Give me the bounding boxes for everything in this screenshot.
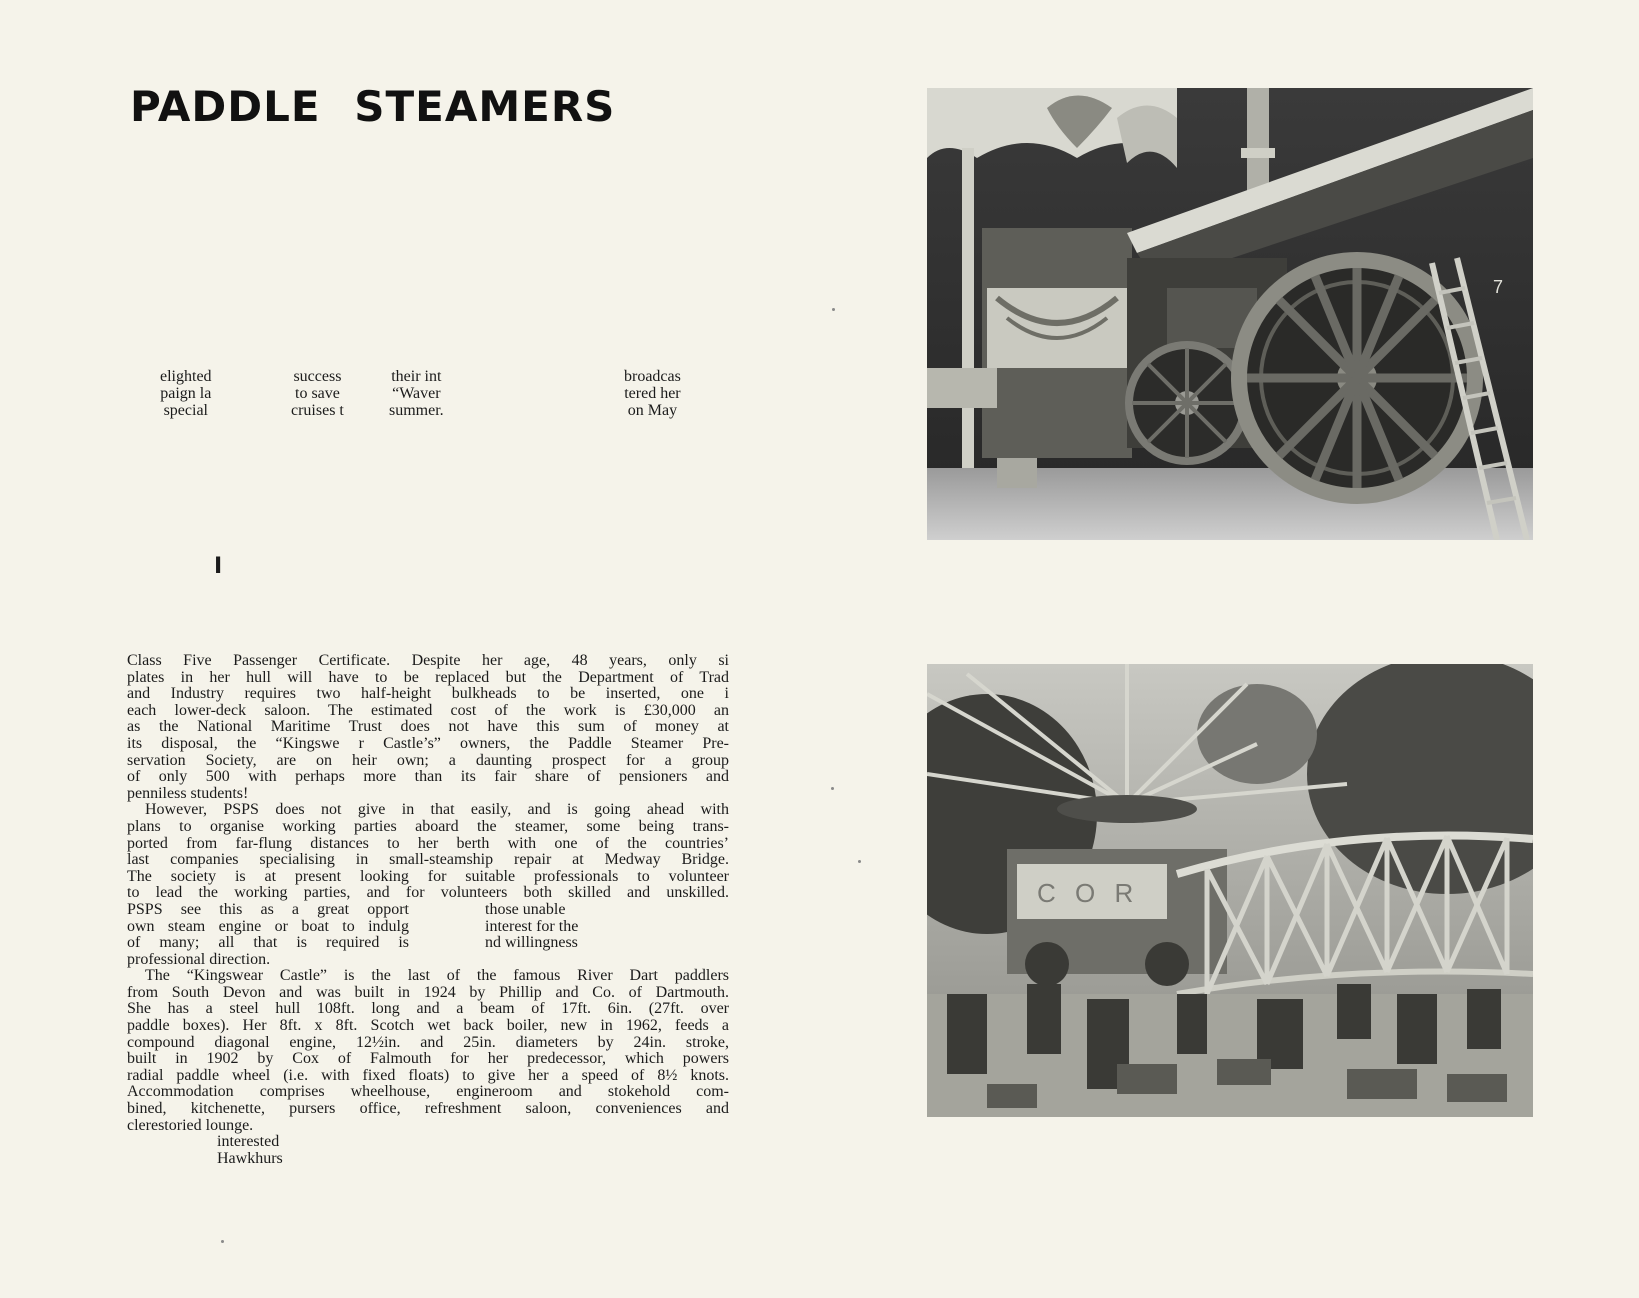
photo-traction-engine — [927, 88, 1533, 540]
article-line: to lead the working parties, and for volunteers both skilled and unskilled. — [127, 885, 729, 902]
article-line: of only 500 with perhaps more than its fair share of pensioners and — [127, 769, 729, 786]
article-line: She has a steel hull 108ft. long and a beam of 17ft. 6in. (27ft. over — [127, 1001, 729, 1018]
fragment-column-2 — [291, 368, 344, 419]
scan-speck — [858, 860, 861, 863]
fragment-line: to save — [295, 385, 340, 402]
article-line: from South Devon and was built in 1924 by Phillip and Co. of Dartmouth. — [127, 984, 729, 1001]
split-right: nd willingness — [485, 934, 578, 952]
article-line: radial paddle wheel (i.e. with fixed floats) to give her a speed of 8½ knots. — [127, 1067, 729, 1084]
fragment-line: elighted — [160, 368, 212, 385]
article-line: and Industry requires two half-height bulkheads to be inserted, one i — [127, 686, 729, 703]
split-left: PSPS see this as a great opport — [127, 901, 409, 918]
article-body — [127, 653, 729, 1167]
trailing-fragment: Hawkhurs — [217, 1149, 283, 1167]
drop-cap: I — [214, 554, 223, 579]
split-right: interest for the — [485, 917, 579, 935]
scan-speck — [831, 787, 834, 790]
split-left: of many; all that is required is — [127, 935, 409, 952]
article-line: penniless students! — [127, 785, 249, 802]
fragment-column-4 — [624, 368, 681, 419]
article-line: paddle boxes). Her 8ft. x 8ft. Scotch wet back boiler, new in 1962, feeds a — [127, 1018, 729, 1035]
fragment-line: special — [163, 402, 208, 419]
fragment-line: success — [293, 368, 342, 385]
fragment-line: broadcas — [624, 368, 681, 385]
article-line: The “Kingswear Castle” is the last of the famous River Dart paddlers — [145, 968, 729, 985]
article-line: servation Society, are on heir own; a daunting prospect for a group — [127, 752, 729, 769]
article-line: bined, kitchenette, pursers office, refreshment saloon, conveniences and — [127, 1101, 729, 1118]
split-right: those unable — [485, 900, 566, 918]
carousel-sign: C O R — [1037, 878, 1140, 908]
article-line: The society is at present looking for suitable professionals to volunteer — [127, 868, 729, 885]
carousel-frame-illustration — [927, 664, 1533, 1117]
page-title: PADDLE STEAMERS — [130, 82, 616, 131]
fragment-line: cruises t — [291, 402, 344, 419]
article-line: Class Five Passenger Certificate. Despite her age, 48 years, only si — [127, 653, 729, 669]
engine-number-sign: 7 — [1493, 277, 1504, 297]
article-line: built in 1902 by Cox of Falmouth for her predecessor, which powers — [127, 1051, 729, 1068]
traction-engine-illustration — [927, 88, 1533, 540]
split-left: own steam engine or boat to indulg — [127, 918, 409, 935]
fragment-column-1 — [160, 368, 212, 419]
article-line: ported from far-flung distances to her berth with one of the countries’ — [127, 835, 729, 852]
fragment-line: tered her — [624, 385, 681, 402]
scan-speck — [832, 308, 835, 311]
article-split-line — [127, 902, 729, 919]
article-line: as the National Maritime Trust does not have this sum of money at — [127, 719, 729, 736]
article-line: professional direction. — [127, 951, 271, 968]
fragment-line: their int — [391, 368, 442, 385]
fragment-column-3 — [389, 368, 444, 419]
article-split-line — [127, 919, 729, 936]
article-line: its disposal, the “Kingswe r Castle’s” owners, the Paddle Steamer Pre- — [127, 735, 729, 752]
fragment-line: “Waver — [392, 385, 441, 402]
article-line: Accommodation comprises wheelhouse, engineroom and stokehold com- — [127, 1084, 729, 1101]
article-line: However, PSPS does not give in that easily, and is going ahead with — [145, 802, 729, 819]
trailing-fragment: interested — [217, 1133, 280, 1151]
article-line: plates in her hull will have to be replaced but the Department of Trad — [127, 669, 729, 686]
article-split-line — [127, 935, 729, 952]
article-line: plans to organise working parties aboard the steamer, some being trans- — [127, 818, 729, 835]
photo-carousel-frame — [927, 664, 1533, 1117]
fragment-line: summer. — [389, 402, 444, 419]
fragment-line: paign la — [160, 385, 212, 402]
article-line: last companies specialising in small-steamship repair at Medway Bridge. — [127, 852, 729, 869]
article-line: compound diagonal engine, 12½in. and 25in. diameters by 24in. stroke, — [127, 1034, 729, 1051]
article-line: clerestoried lounge. — [127, 1117, 254, 1134]
scan-speck — [221, 1240, 224, 1243]
article-line: each lower-deck saloon. The estimated cost of the work is £30,000 an — [127, 702, 729, 719]
fragment-line: on May — [627, 402, 678, 419]
